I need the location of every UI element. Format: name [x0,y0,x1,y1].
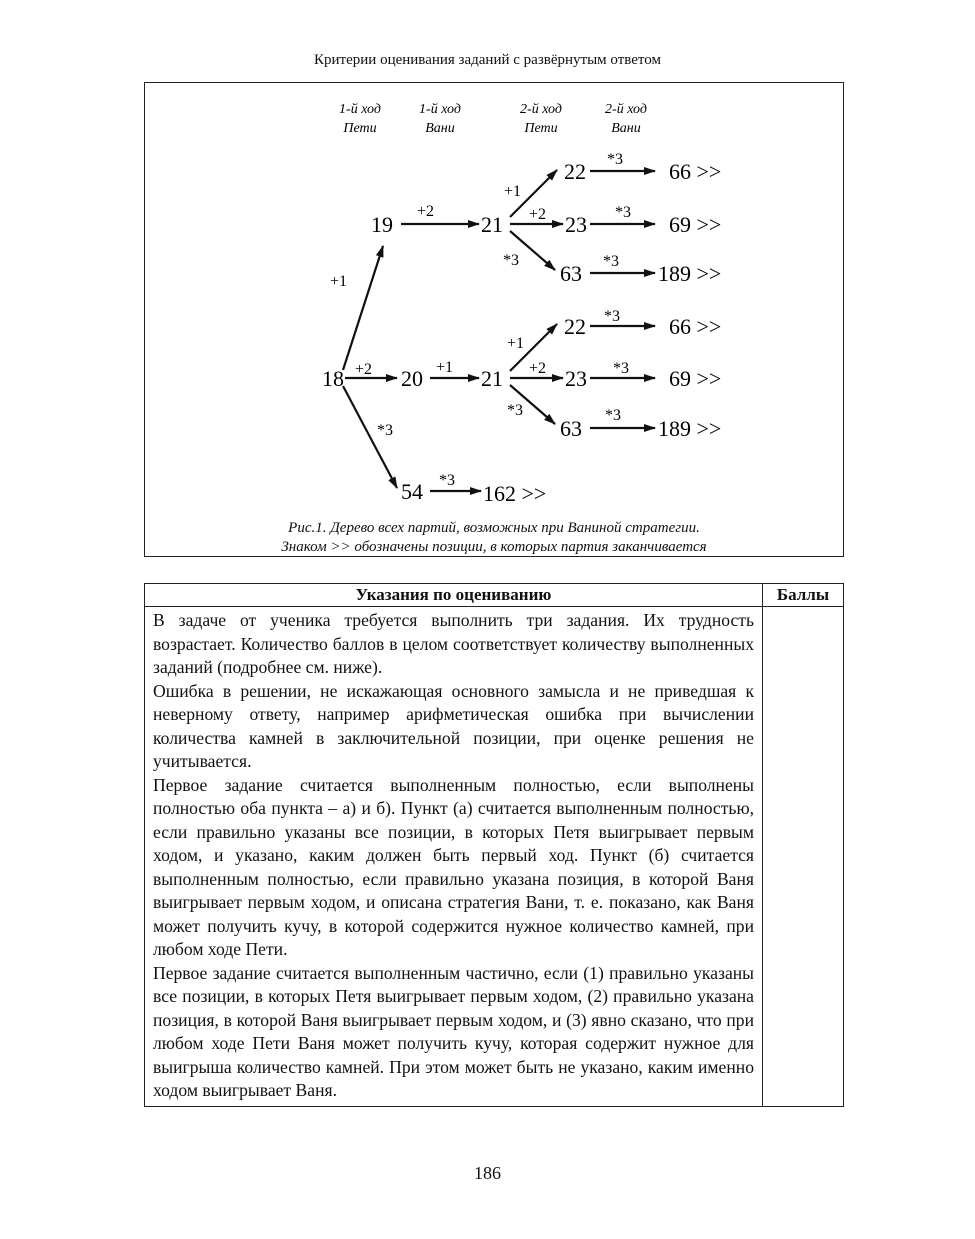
figure-box [144,82,844,557]
node-20: 20 [401,366,423,391]
label-mid-21-22: +1 [507,335,525,352]
node-mid-189: 189 >> [658,416,722,441]
col-header-1-line2: Пети [343,121,377,136]
label-54-162: *3 [439,472,455,489]
label-top-21-22: +1 [504,183,522,200]
guidance-paragraph-3: Первое задание считается выполненным полностью, если выполнены полностью оба пункта – а) и б). Пункт (а) считается выполненным полностью, если правильно указаны все позиции, в которых Петя выигрывает первым ходом, и указано, каким должен быть первый ход. Пункт (б) считается выполненным полностью, если правильно указана позиция, в которой Ваня выигрывает первым ходом, и описана стратегия Вани, т. е. показано, как Ваня может получить кучу, в которой содержится нужное количество камней, при любом ходе Пети. [153,774,754,959]
grading-table-row [145,607,844,1107]
label-mid-63-189: *3 [605,407,621,424]
header-points: Баллы [763,584,844,607]
label-18-54: *3 [377,422,393,439]
guidance-paragraph-4: Первое задание считается выполненным частично, если (1) правильно указаны все позиции, в которых Петя выигрывает первым ходом, (2) правильно указана позиция, в которой Ваня выигрывает первым ходом, и (3) явно сказано, что при любом ходе Пети Ваня может получить кучу, которая содержит нужное для выигрыша количество камней. При этом может быть не указано, каким именно ходом выигрывает Ваня. [153,962,754,1100]
col-header-1-line1: 1-й ход [339,102,381,117]
label-mid-21-23: +2 [529,360,547,377]
guidance-paragraph-1: В задаче от ученика требуется выполнить три задания. Их трудность возрастает. Количество баллов в целом соответствует количеству выполненных заданий (подробнее см. ниже). [153,610,754,677]
node-top-23: 23 [565,212,587,237]
page-number: 186 [474,1163,501,1183]
node-top-63: 63 [560,261,582,286]
node-top-66: 66 >> [669,159,722,184]
col-header-4-line1: 2-й ход [605,102,647,117]
node-mid-63: 63 [560,416,582,441]
node-mid-66: 66 >> [669,314,722,339]
node-18: 18 [322,366,344,391]
node-mid-69: 69 >> [669,366,722,391]
guidance-paragraph-2: Ошибка в решении, не искажающая основного замысла и не приведшая к неверному ответу, например арифметическая ошибка при вычислении количества камней в заключительной позиции, при оценке решения не учитывается. [153,680,754,771]
col-header-3-line2: Пети [524,121,558,136]
label-top-21-23: +2 [529,206,547,223]
label-18-20: +2 [355,361,373,378]
node-top-21: 21 [481,212,503,237]
col-header-3-line1: 2-й ход [520,102,562,117]
node-top-69: 69 >> [669,212,722,237]
col-header-2-line2: Вани [425,121,455,136]
node-19: 19 [371,212,393,237]
header-guidance: Указания по оцениванию [145,584,763,607]
label-mid-23-69: *3 [613,360,629,377]
label-top-23-69: *3 [615,204,631,221]
points-cell [763,607,844,1107]
label-19-21: +2 [417,203,435,220]
label-mid-22-66: *3 [604,308,620,325]
guidance-cell [145,607,763,1107]
grading-table-header [145,584,844,607]
node-mid-22: 22 [564,314,586,339]
node-top-189: 189 >> [658,261,722,286]
col-header-4-line2: Вани [611,121,641,136]
node-162: 162 >> [483,481,547,506]
label-top-21-63: *3 [503,252,519,269]
label-top-22-66: *3 [607,151,623,168]
node-54: 54 [401,479,423,504]
edge-18-19 [343,246,383,370]
running-header: Критерии оценивания заданий с развёрнутым ответом [314,52,661,68]
label-top-63-189: *3 [603,253,619,270]
grading-table [144,583,844,1107]
caption-line-2: Знаком >> обозначены позиции, в которых партия заканчивается [281,539,707,555]
caption-line-1: Рис.1. Дерево всех партий, возможных при Ваниной стратегии. [288,520,700,536]
label-mid-21-63: *3 [507,402,523,419]
node-top-22: 22 [564,159,586,184]
label-18-19: +1 [330,273,348,290]
col-header-2-line1: 1-й ход [419,102,461,117]
figure-caption [145,519,843,557]
node-mid-21: 21 [481,366,503,391]
label-20-21: +1 [436,359,454,376]
node-mid-23: 23 [565,366,587,391]
game-tree-diagram [145,83,845,558]
